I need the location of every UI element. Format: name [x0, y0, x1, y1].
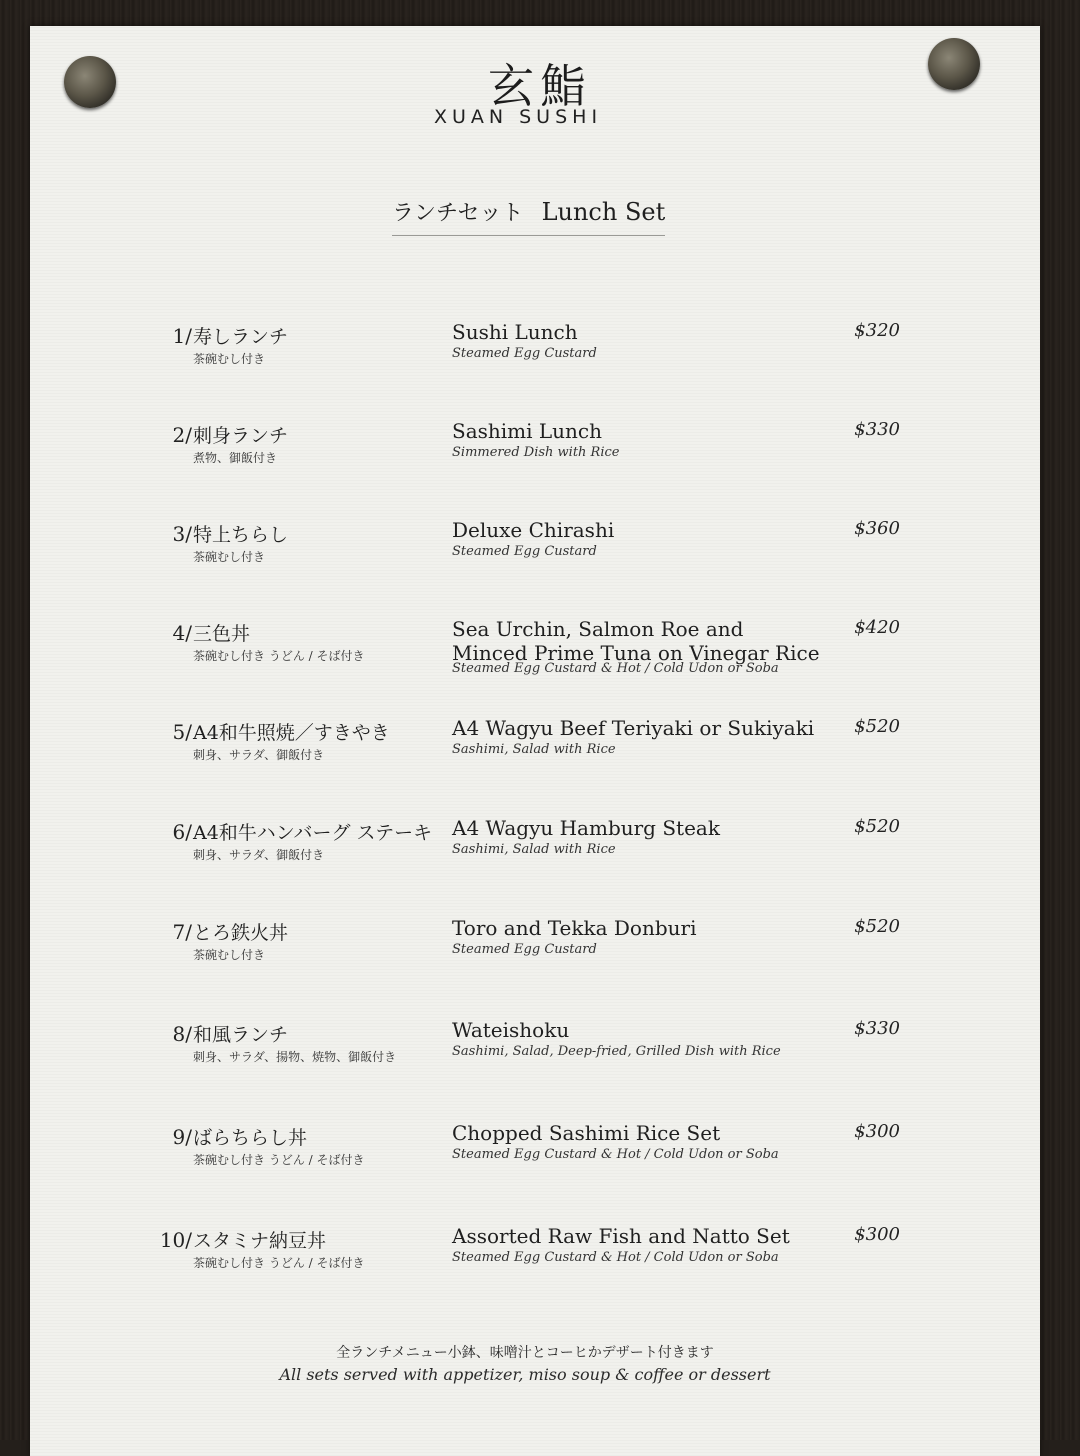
item-name-jp: 和風ランチ	[193, 1024, 289, 1046]
item-price: $330	[854, 419, 900, 440]
item-name-jp: 特上ちらし	[193, 524, 289, 546]
item-number: 7/	[172, 920, 192, 944]
item-number: 8/	[172, 1022, 192, 1046]
item-subtitle-en: Simmered Dish with Rice	[452, 445, 620, 460]
item-name-en: Chopped Sashimi Rice Set	[452, 1121, 721, 1145]
item-subtitle-jp: 刺身、サラダ、御飯付き	[193, 848, 325, 862]
item-price: $420	[854, 617, 900, 638]
logo-english: XUAN SUSHI	[433, 106, 603, 128]
item-name-jp: とろ鉄火丼	[193, 922, 289, 944]
item-price: $360	[854, 518, 900, 539]
item-subtitle-jp: 茶碗むし付き	[193, 550, 266, 564]
item-price: $300	[854, 1224, 900, 1245]
item-subtitle-en: Steamed Egg Custard	[452, 942, 597, 957]
item-subtitle-jp: 茶碗むし付き うどん / そば付き	[193, 1256, 365, 1270]
item-number: 5/	[172, 720, 192, 744]
item-subtitle-en: Steamed Egg Custard & Hot / Cold Udon or Soba	[452, 1147, 779, 1162]
item-subtitle-en: Steamed Egg Custard & Hot / Cold Udon or Soba	[452, 1250, 779, 1265]
item-name-jp: 刺身ランチ	[193, 425, 289, 447]
menu-item	[0, 1224, 1080, 1308]
menu-item	[0, 816, 1080, 900]
menu-item	[0, 916, 1080, 1000]
item-subtitle-jp: 刺身、サラダ、御飯付き	[193, 748, 325, 762]
item-subtitle-jp: 茶碗むし付き うどん / そば付き	[193, 649, 365, 663]
item-subtitle-en: Steamed Egg Custard	[452, 346, 597, 361]
item-price: $320	[854, 320, 900, 341]
footer-note-en: All sets served with appetizer, miso soup & coffee or dessert	[279, 1365, 771, 1384]
item-name-jp: 三色丼	[193, 623, 251, 645]
footer-note-jp: 全ランチメニュー小鉢、味噌汁とコーヒかデザート付きます	[336, 1345, 714, 1361]
item-price: $330	[854, 1018, 900, 1039]
item-price: $520	[854, 916, 900, 937]
menu-item	[0, 1121, 1080, 1205]
item-name-en: Sushi Lunch	[452, 320, 578, 344]
item-subtitle-en: Steamed Egg Custard	[452, 544, 597, 559]
menu-item	[0, 716, 1080, 800]
item-price: $300	[854, 1121, 900, 1142]
item-name-jp: A4和牛照焼／すきやき	[193, 722, 390, 744]
item-name-en: Toro and Tekka Donburi	[452, 916, 697, 940]
menu-item	[0, 518, 1080, 602]
item-price: $520	[854, 816, 900, 837]
item-name-en: A4 Wagyu Hamburg Steak	[452, 816, 720, 840]
item-subtitle-jp: 茶碗むし付き	[193, 948, 266, 962]
menu-item	[0, 320, 1080, 404]
section-title-en: Lunch Set	[541, 198, 666, 226]
item-number: 10/	[159, 1228, 192, 1252]
item-name-jp: スタミナ納豆丼	[193, 1230, 327, 1252]
item-subtitle-en: Sashimi, Salad with Rice	[452, 842, 616, 857]
item-subtitle-en: Sashimi, Salad with Rice	[452, 742, 616, 757]
item-name-jp: 寿しランチ	[193, 326, 289, 348]
menu-item	[0, 1018, 1080, 1102]
item-number: 1/	[172, 324, 192, 348]
item-name-en: A4 Wagyu Beef Teriyaki or Sukiyaki	[452, 716, 815, 740]
section-title	[392, 196, 665, 236]
item-subtitle-jp: 刺身、サラダ、揚物、焼物、御飯付き	[193, 1050, 397, 1064]
item-subtitle-en: Sashimi, Salad, Deep-fried, Grilled Dish with Rice	[452, 1044, 781, 1059]
menu-item	[0, 419, 1080, 503]
item-name-en: Assorted Raw Fish and Natto Set	[452, 1224, 790, 1248]
item-name-en: Sea Urchin, Salmon Roe and Minced Prime Tuna on Vinegar Rice	[452, 617, 820, 665]
item-price: $520	[854, 716, 900, 737]
item-number: 9/	[172, 1125, 192, 1149]
item-subtitle-jp: 煮物、御飯付き	[193, 451, 278, 465]
section-title-jp: ランチセット	[392, 201, 524, 226]
item-number: 2/	[172, 423, 192, 447]
logo-japanese: 玄鮨	[488, 59, 592, 113]
item-name-en: Wateishoku	[452, 1018, 570, 1042]
item-number: 6/	[172, 820, 192, 844]
item-name-jp: ばらちらし丼	[193, 1127, 308, 1149]
item-number: 4/	[172, 621, 192, 645]
item-number: 3/	[172, 522, 192, 546]
item-name-jp: A4和牛ハンバーグ ステーキ	[193, 822, 433, 844]
item-subtitle-en: Steamed Egg Custard & Hot / Cold Udon or Soba	[452, 661, 779, 676]
item-name-en: Deluxe Chirashi	[452, 518, 615, 542]
item-name-en: Sashimi Lunch	[452, 419, 603, 443]
item-subtitle-jp: 茶碗むし付き	[193, 352, 266, 366]
menu-item	[0, 617, 1080, 701]
item-subtitle-jp: 茶碗むし付き うどん / そば付き	[193, 1153, 365, 1167]
